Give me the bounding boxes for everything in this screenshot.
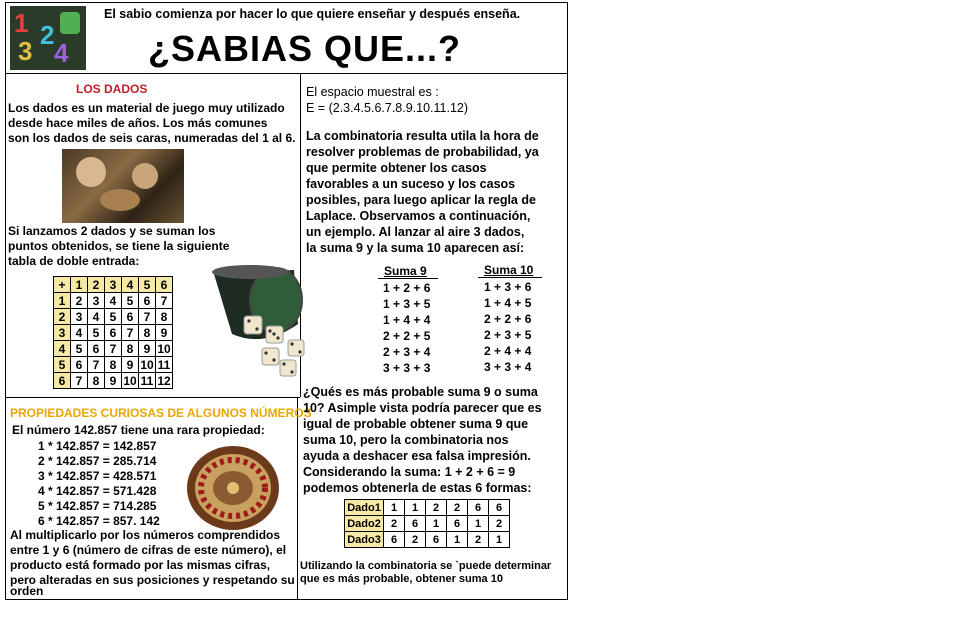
table-cell: 7 [105,341,122,357]
propiedades-intro: El número 142.857 tiene una rara propiedad: [12,423,265,437]
table-cell: 2 [468,532,489,548]
espacio-muestral [306,84,468,116]
text-line: 3 + 3 + 3 [383,361,431,375]
table-cell: 5 [88,325,105,341]
dados-combinations-table [344,499,510,548]
table-cell: + [54,277,71,293]
table-cell: 8 [139,325,156,341]
table-cell: 4 [71,325,88,341]
table-cell: 2 [71,293,88,309]
table-cell: 6 [156,277,173,293]
table-cell: 2 [489,516,510,532]
table-cell: 1 [405,500,426,516]
header-divider [5,73,568,74]
table-row [345,500,510,516]
painting-figure [100,189,140,211]
table-cell: 10 [140,357,154,372]
table-cell: 6 [426,532,447,548]
logo-digit: 2 [40,20,55,50]
text-line: El espacio muestral es : [306,85,439,99]
table-cell: 6 [468,500,489,516]
header-quote: El sabio comienza por hacer lo que quiere enseñar y después enseña. [104,7,521,21]
text-line: E = (2.3.4.5.6.7.8.9.10.11.12) [306,101,469,115]
table-cell: 8 [156,309,173,325]
table-cell: 1 [447,532,468,548]
table-cell: 5 [139,277,156,293]
text-line: 1 + 4 + 5 [484,296,532,310]
text-line: La combinatoria resulta utila la hora de [306,129,539,143]
suma10-list [484,279,531,375]
table-cell: 7 [122,325,139,341]
dice-players-painting [62,149,184,223]
propiedades-right-divider [297,397,298,600]
text-line: tabla de doble entrada: [8,254,140,268]
table-cell: 3 [54,325,71,341]
text-line: 2 + 2 + 6 [484,312,532,326]
text-line: la suma 9 y la suma 10 aparecen así: [306,241,525,255]
table-cell: 4 [54,341,71,357]
table-cell: 6 [105,325,122,341]
die [280,360,296,376]
table-cell: 4 [105,293,122,309]
table-cell: 2 [88,277,105,293]
table-cell: 6 [139,293,156,309]
die [244,316,262,334]
dados-title: LOS DADOS [76,82,148,96]
table-cell: 8 [105,357,122,373]
text-line: ayuda a deshacer esa falsa impresión. [303,449,531,463]
suma9-list [383,280,430,376]
text-line: 5 * 142.857 = 714.285 [38,499,157,513]
table-cell: 1 [54,293,71,309]
table-cell: 2 [405,532,426,548]
table-cell: 5 [71,341,88,357]
table-cell: 12 [157,373,171,388]
die [262,348,279,365]
table-cell: 1 [384,500,405,516]
propiedades-top-divider [5,397,300,398]
text-line: 1 + 3 + 6 [484,280,532,294]
text-line: Laplace. Observamos a continuación, [306,209,531,223]
propiedades-title: PROPIEDADES CURIOSAS DE ALGUNOS NÚMEROS [10,406,312,420]
table-row [54,357,173,373]
text-line: 2 + 3 + 4 [383,345,431,359]
text-line: 2 + 2 + 5 [383,329,431,343]
propiedades-conclusion [10,528,295,599]
probabilidad-question [303,384,542,496]
table-row [345,516,510,532]
text-line: orden [10,584,44,598]
table-cell: 7 [156,293,173,309]
text-line: desde hace miles de años. Los más comunes [8,116,268,130]
table-row [54,325,173,341]
table-cell: 2 [447,500,468,516]
text-line: favorables a un suceso y los casos [306,177,516,191]
text-line: un ejemplo. Al lanzar al aire 3 dados, [306,225,525,239]
text-line: 6 * 142.857 = 857. 142 [38,514,160,528]
table-cell: 6 [489,500,510,516]
text-line: que permite obtener los casos [306,161,487,175]
table-cell: 6 [384,532,405,548]
table-cell: 3 [71,309,88,325]
page-title: ¿SABIAS QUE...? [148,28,462,69]
table-cell: 4 [122,277,139,293]
table-cell: 11 [139,373,156,389]
text-line: ¿Qués es más probable suma 9 o suma [303,385,538,399]
closing-text [300,560,551,586]
roulette-hub [227,482,239,494]
text-line: son los dados de seis caras, numeradas del 1 al 6. [8,131,296,145]
text-line: Considerando la suma: 1 + 2 + 6 = 9 [303,465,516,479]
table-cell: 9 [139,341,156,357]
table-cell: 8 [122,341,139,357]
table-cell: 10 [157,341,171,356]
text-line: pero alteradas en sus posiciones y respetando su [10,573,295,587]
table-cell: Dado3 [345,532,384,548]
table-row [345,532,510,548]
combinatoria-paragraph [306,128,539,256]
table-cell: 8 [88,373,105,389]
text-line: resolver problemas de probabilidad, ya [306,145,539,159]
table-cell: 6 [405,516,426,532]
table-cell: 6 [88,341,105,357]
text-line: 2 + 4 + 4 [484,344,532,358]
numbers-logo [10,6,86,70]
text-line: 10? Asimple vista podría parecer que es [303,401,542,415]
text-line: podemos obtenerla de estas 6 formas: [303,481,532,495]
text-line: producto está formado por las mismas cifras, [10,558,271,572]
table-cell: 5 [54,357,71,373]
text-line: Los dados es un material de juego muy utilizado [8,101,285,115]
painting-figure [76,157,106,187]
text-line: puntos obtenidos, se tiene la siguiente [8,239,230,253]
table-cell: 6 [447,516,468,532]
table-row [54,341,173,357]
text-line: Utilizando la combinatoria se `puede determinar [300,560,552,572]
text-line: que es más probable, obtener suma 10 [300,573,503,585]
suma10-header: Suma 10 [484,263,534,277]
table-cell: 9 [122,357,139,373]
cup-top [212,265,288,279]
table-cell: 7 [139,309,156,325]
text-line: suma 10, pero la combinatoria nos [303,433,509,447]
suma9-header: Suma 9 [384,264,427,278]
table-cell: 9 [156,325,173,341]
table-cell: 10 [123,373,137,388]
dados-intro [8,101,295,146]
roulette-image [186,444,280,532]
text-line: Si lanzamos 2 dados y se suman los [8,224,216,238]
table-cell: 2 [54,309,71,325]
table-cell: 9 [105,373,122,389]
text-line: 1 * 142.857 = 142.857 [38,439,157,453]
table-cell: 1 [489,532,510,548]
table-row [54,293,173,309]
table-cell: Dado1 [345,500,384,516]
logo-shape [60,12,80,34]
table-cell: 1 [71,277,88,293]
text-line: 1 + 4 + 4 [383,313,431,327]
table-row [54,309,173,325]
table-cell: 2 [426,500,447,516]
table-cell: 7 [88,357,105,373]
table-cell: 7 [71,373,88,389]
table-cell: 4 [88,309,105,325]
suma9-underline [378,278,438,279]
text-line: 2 + 3 + 5 [484,328,532,342]
table-cell: 6 [71,357,88,373]
text-line: 1 + 2 + 6 [383,281,431,295]
logo-digit: 3 [18,36,33,66]
sum-table [53,276,173,389]
table-cell: 1 [468,516,489,532]
text-line: entre 1 y 6 (número de cifras de este número), el [10,543,287,557]
dados-sum-text [8,224,229,269]
dice-cup-image [206,262,306,380]
table-cell: Dado2 [345,516,384,532]
table-cell: 5 [105,309,122,325]
text-line: 3 * 142.857 = 428.571 [38,469,157,483]
table-row [54,373,173,389]
text-line: 4 * 142.857 = 571.428 [38,484,157,498]
table-cell: 3 [88,293,105,309]
text-line: Al multiplicarlo por los números comprendidos [10,528,281,542]
table-cell: 2 [384,516,405,532]
die [288,340,304,356]
text-line: 1 + 3 + 5 [383,297,431,311]
text-line: posibles, para luego aplicar la regla de [306,193,536,207]
suma10-underline [478,277,542,278]
table-cell: 11 [156,357,173,373]
table-cell: 6 [122,309,139,325]
table-row [54,277,173,293]
text-line: 3 + 3 + 4 [484,360,532,374]
painting-figure [132,163,158,189]
text-line: igual de probable obtener suma 9 que [303,417,529,431]
table-cell: 5 [122,293,139,309]
table-cell: 6 [54,373,71,389]
text-line: 2 * 142.857 = 285.714 [38,454,157,468]
table-cell: 1 [426,516,447,532]
logo-digit: 4 [54,38,69,68]
logo-digit: 1 [14,8,29,38]
table-cell: 3 [105,277,122,293]
propiedades-lines [38,439,160,529]
